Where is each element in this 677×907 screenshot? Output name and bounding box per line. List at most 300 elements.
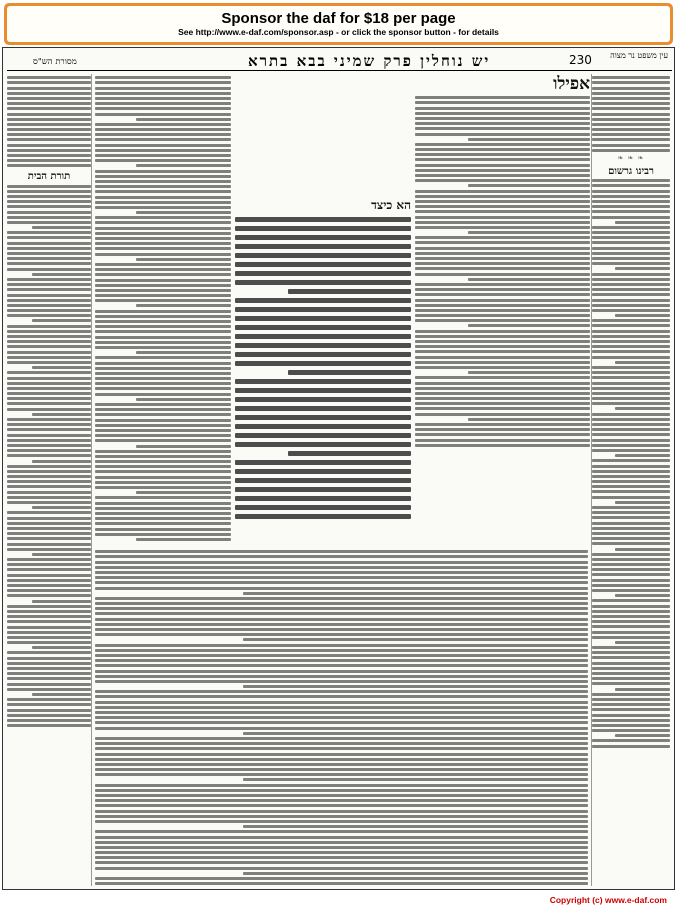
text-line xyxy=(592,205,670,208)
text-line xyxy=(95,644,588,647)
text-line xyxy=(95,758,588,761)
text-line xyxy=(7,205,91,208)
text-line xyxy=(7,688,91,691)
text-line xyxy=(95,346,231,349)
text-line xyxy=(235,343,411,348)
text-line xyxy=(592,719,670,722)
text-line xyxy=(95,460,231,463)
text-line xyxy=(7,200,91,203)
text-line xyxy=(592,516,670,519)
text-line xyxy=(7,522,91,525)
text-line xyxy=(415,158,590,161)
text-line xyxy=(235,307,411,312)
text-line xyxy=(32,646,91,649)
text-line xyxy=(7,485,91,488)
text-line xyxy=(95,263,231,266)
text-line xyxy=(95,576,588,579)
text-line xyxy=(7,714,91,717)
text-line xyxy=(415,397,590,400)
text-line xyxy=(288,289,411,294)
text-line xyxy=(95,362,231,365)
text-line xyxy=(7,351,91,354)
text-line xyxy=(95,253,231,256)
sponsor-banner-inner[interactable] xyxy=(7,6,670,42)
text-line xyxy=(7,211,91,214)
text-line xyxy=(95,721,588,724)
text-line xyxy=(592,413,670,416)
text-line xyxy=(592,553,670,556)
text-line xyxy=(592,376,670,379)
text-line xyxy=(7,283,91,286)
text-line xyxy=(7,662,91,665)
text-line xyxy=(592,677,670,680)
chapter-title: יש נוחלין פרק שמיני בבא בתרא xyxy=(248,52,491,70)
text-line xyxy=(95,612,588,615)
text-line xyxy=(415,262,590,265)
text-line xyxy=(615,314,670,317)
text-line xyxy=(136,445,231,448)
text-line xyxy=(235,478,411,483)
text-line xyxy=(7,631,91,634)
text-line xyxy=(95,315,231,318)
text-line xyxy=(95,206,231,209)
text-line xyxy=(7,620,91,623)
text-line xyxy=(7,532,91,535)
text-line xyxy=(592,418,670,421)
text-line xyxy=(235,262,411,267)
text-line xyxy=(235,352,411,357)
text-line xyxy=(95,571,588,574)
text-line xyxy=(7,480,91,483)
text-line xyxy=(592,714,670,717)
text-line xyxy=(592,465,670,468)
text-line xyxy=(592,190,670,193)
text-line xyxy=(592,356,670,359)
text-line xyxy=(7,361,91,364)
text-line xyxy=(95,507,231,510)
text-line xyxy=(95,633,588,636)
text-line xyxy=(592,646,670,649)
text-line xyxy=(592,195,670,198)
text-line xyxy=(7,330,91,333)
text-line xyxy=(95,711,588,714)
text-line xyxy=(415,267,590,270)
text-line xyxy=(95,279,231,282)
text-line xyxy=(592,651,670,654)
text-line xyxy=(592,693,670,696)
text-line xyxy=(95,175,231,178)
text-line xyxy=(415,319,590,322)
text-line xyxy=(615,548,670,551)
text-line xyxy=(7,543,91,546)
text-line xyxy=(95,481,231,484)
text-line xyxy=(592,257,670,260)
text-line xyxy=(95,237,231,240)
text-line xyxy=(32,366,91,369)
text-line xyxy=(7,605,91,608)
text-line xyxy=(95,846,588,849)
masoret-label: מסורת הש"ס xyxy=(33,57,77,67)
text-line xyxy=(415,148,590,151)
text-line xyxy=(95,413,231,416)
text-line xyxy=(7,615,91,618)
text-line xyxy=(415,133,590,136)
text-line xyxy=(592,672,670,675)
text-line xyxy=(592,490,670,493)
text-line xyxy=(592,366,670,369)
text-line xyxy=(95,377,231,380)
text-line xyxy=(592,745,670,748)
text-line xyxy=(95,789,588,792)
text-line xyxy=(95,836,588,839)
text-line xyxy=(7,491,91,494)
text-line xyxy=(7,677,91,680)
text-line xyxy=(95,841,588,844)
text-line xyxy=(415,210,590,213)
sponsor-subtitle[interactable]: See http://www.e-daf.com/sponsor.asp - or click the sponsor button - for details xyxy=(178,27,499,37)
text-line xyxy=(7,252,91,255)
text-line xyxy=(7,683,91,686)
text-line xyxy=(95,512,231,515)
gemara-opening: הא כיצד xyxy=(371,198,411,212)
text-line xyxy=(136,304,231,307)
text-line xyxy=(95,794,588,797)
text-line xyxy=(592,568,670,571)
text-line xyxy=(7,589,91,592)
text-line xyxy=(7,195,91,198)
text-line xyxy=(415,299,590,302)
text-line xyxy=(415,314,590,317)
text-line xyxy=(615,501,670,504)
text-line xyxy=(32,600,91,603)
text-line xyxy=(95,123,231,126)
text-line xyxy=(592,584,670,587)
text-line xyxy=(95,268,231,271)
text-line xyxy=(592,703,670,706)
text-line xyxy=(615,688,670,691)
text-line xyxy=(592,708,670,711)
text-line xyxy=(415,423,590,426)
text-line xyxy=(415,221,590,224)
text-line xyxy=(592,599,670,602)
text-line xyxy=(592,179,670,182)
text-line xyxy=(7,511,91,514)
text-line xyxy=(7,558,91,561)
text-line xyxy=(592,319,670,322)
text-line xyxy=(7,268,91,271)
text-line xyxy=(592,605,670,608)
text-line xyxy=(415,127,590,130)
text-line xyxy=(32,413,91,416)
text-line xyxy=(95,154,231,157)
text-line xyxy=(7,231,91,234)
text-line xyxy=(592,662,670,665)
copyright-link[interactable]: Copyright (c) www.e-daf.com xyxy=(549,895,667,905)
text-line xyxy=(592,324,670,327)
text-line xyxy=(95,597,588,600)
text-line xyxy=(592,667,670,670)
text-line xyxy=(415,190,590,193)
text-line xyxy=(95,403,231,406)
text-line xyxy=(95,242,231,245)
text-line xyxy=(95,387,231,390)
text-line xyxy=(95,289,231,292)
text-line xyxy=(7,377,91,380)
text-line xyxy=(235,253,411,258)
text-line xyxy=(592,444,670,447)
text-line xyxy=(95,221,231,224)
text-line xyxy=(95,690,588,693)
text-line xyxy=(95,393,231,396)
text-line xyxy=(7,657,91,660)
text-line xyxy=(415,226,590,229)
text-line xyxy=(592,589,670,592)
text-line xyxy=(415,402,590,405)
text-line xyxy=(415,195,590,198)
text-line xyxy=(415,428,590,431)
text-line xyxy=(95,701,588,704)
text-line xyxy=(95,851,588,854)
sponsor-title: Sponsor the daf for $18 per page xyxy=(221,10,456,27)
text-line xyxy=(95,768,588,771)
text-line xyxy=(615,361,670,364)
text-line xyxy=(592,184,670,187)
text-line xyxy=(415,345,590,348)
text-line xyxy=(415,288,590,291)
text-line xyxy=(235,487,411,492)
text-line xyxy=(7,537,91,540)
text-line xyxy=(592,428,670,431)
text-line xyxy=(136,398,231,401)
text-line xyxy=(95,196,231,199)
text-line xyxy=(468,371,591,374)
text-line xyxy=(7,371,91,374)
left-margin-column xyxy=(7,74,92,886)
text-line xyxy=(592,729,670,732)
text-line xyxy=(7,314,91,317)
sponsor-banner[interactable] xyxy=(4,3,673,45)
text-line xyxy=(592,558,670,561)
text-line xyxy=(7,465,91,468)
text-line xyxy=(95,180,231,183)
text-line xyxy=(415,444,590,447)
text-line xyxy=(95,159,231,162)
text-line xyxy=(95,804,588,807)
text-line xyxy=(95,408,231,411)
text-line xyxy=(95,76,231,79)
text-line xyxy=(95,555,588,558)
text-line xyxy=(136,491,231,494)
text-line xyxy=(7,496,91,499)
text-line xyxy=(592,216,670,219)
text-line xyxy=(235,217,411,222)
text-line xyxy=(95,716,588,719)
text-line xyxy=(95,649,588,652)
text-line xyxy=(95,470,231,473)
text-line xyxy=(592,304,670,307)
text-line xyxy=(235,361,411,366)
text-line xyxy=(7,221,91,224)
text-line xyxy=(615,454,670,457)
text-line xyxy=(415,330,590,333)
text-line xyxy=(592,506,670,509)
text-line xyxy=(592,537,670,540)
text-line xyxy=(592,345,670,348)
text-line xyxy=(95,675,588,678)
text-line xyxy=(95,144,231,147)
header-rule xyxy=(7,70,672,71)
text-line xyxy=(32,226,91,229)
text-line xyxy=(95,294,231,297)
text-line xyxy=(592,698,670,701)
text-line xyxy=(7,335,91,338)
text-line xyxy=(95,325,231,328)
text-line xyxy=(415,283,590,286)
text-line xyxy=(415,335,590,338)
text-line xyxy=(235,379,411,384)
text-line xyxy=(95,882,588,885)
text-line xyxy=(468,231,591,234)
text-line xyxy=(235,235,411,240)
text-line xyxy=(95,299,231,302)
text-line xyxy=(592,231,670,234)
opening-word: אפילו xyxy=(553,74,590,94)
text-line xyxy=(7,444,91,447)
text-line xyxy=(235,433,411,438)
text-line xyxy=(468,184,591,187)
gemara-column xyxy=(235,198,411,523)
text-line xyxy=(7,190,91,193)
text-line xyxy=(95,528,231,531)
text-line xyxy=(235,406,411,411)
text-line xyxy=(592,273,670,276)
text-line xyxy=(95,284,231,287)
text-line xyxy=(592,610,670,613)
text-line xyxy=(592,210,670,213)
text-line xyxy=(7,641,91,644)
text-line xyxy=(7,454,91,457)
text-line xyxy=(243,778,588,781)
text-line xyxy=(592,283,670,286)
text-line xyxy=(95,517,231,520)
text-line xyxy=(592,480,670,483)
text-line xyxy=(592,631,670,634)
text-line xyxy=(243,825,588,828)
text-line xyxy=(592,656,670,659)
text-line xyxy=(32,553,91,556)
text-line xyxy=(95,367,231,370)
text-line xyxy=(592,532,670,535)
text-line xyxy=(592,340,670,343)
text-line xyxy=(136,211,231,214)
text-line xyxy=(243,638,588,641)
text-line xyxy=(592,293,670,296)
text-line xyxy=(235,316,411,321)
text-line xyxy=(95,434,231,437)
text-line xyxy=(615,594,670,597)
text-line xyxy=(7,475,91,478)
text-line xyxy=(95,727,588,730)
torat-habayit-title: תורת הבית xyxy=(27,171,71,183)
text-line xyxy=(235,388,411,393)
text-line xyxy=(415,107,590,110)
text-line xyxy=(7,402,91,405)
text-line xyxy=(592,252,670,255)
text-line xyxy=(32,460,91,463)
text-line xyxy=(415,241,590,244)
text-line xyxy=(288,370,411,375)
text-line xyxy=(7,672,91,675)
text-line xyxy=(592,439,670,442)
text-line xyxy=(235,244,411,249)
text-line xyxy=(415,96,590,99)
text-line xyxy=(592,485,670,488)
text-line xyxy=(7,698,91,701)
text-line xyxy=(7,299,91,302)
text-line xyxy=(7,382,91,385)
text-line xyxy=(468,324,591,327)
text-line xyxy=(235,424,411,429)
text-line xyxy=(95,695,588,698)
text-line xyxy=(95,654,588,657)
ornament-divider: ❧ ❧ ❧ xyxy=(617,154,645,162)
text-line xyxy=(592,573,670,576)
text-line xyxy=(95,561,588,564)
text-line xyxy=(415,205,590,208)
text-line xyxy=(415,101,590,104)
text-line xyxy=(32,693,91,696)
text-line xyxy=(95,533,231,536)
text-line xyxy=(7,418,91,421)
text-line xyxy=(592,309,670,312)
text-line xyxy=(95,185,231,188)
text-line xyxy=(415,392,590,395)
text-line xyxy=(7,397,91,400)
text-line xyxy=(32,319,91,322)
text-line xyxy=(7,325,91,328)
text-line xyxy=(7,568,91,571)
text-line xyxy=(7,563,91,566)
text-line xyxy=(95,815,588,818)
text-line xyxy=(592,511,670,514)
text-line xyxy=(415,387,590,390)
text-line xyxy=(415,153,590,156)
text-line xyxy=(592,449,670,452)
text-line xyxy=(95,476,231,479)
bottom-commentary xyxy=(95,548,588,886)
text-line xyxy=(592,522,670,525)
text-line xyxy=(7,667,91,670)
text-line xyxy=(95,680,588,683)
text-line xyxy=(95,550,588,553)
text-line xyxy=(592,615,670,618)
text-line xyxy=(592,371,670,374)
text-line xyxy=(592,262,670,265)
text-line xyxy=(7,439,91,442)
text-line xyxy=(7,501,91,504)
text-line xyxy=(95,742,588,745)
text-line xyxy=(136,351,231,354)
text-line xyxy=(95,623,588,626)
text-line xyxy=(592,739,670,742)
text-line xyxy=(7,236,91,239)
text-line xyxy=(592,335,670,338)
text-line xyxy=(95,149,231,152)
text-line xyxy=(415,304,590,307)
text-line xyxy=(415,216,590,219)
text-line xyxy=(615,221,670,224)
text-line xyxy=(243,592,588,595)
